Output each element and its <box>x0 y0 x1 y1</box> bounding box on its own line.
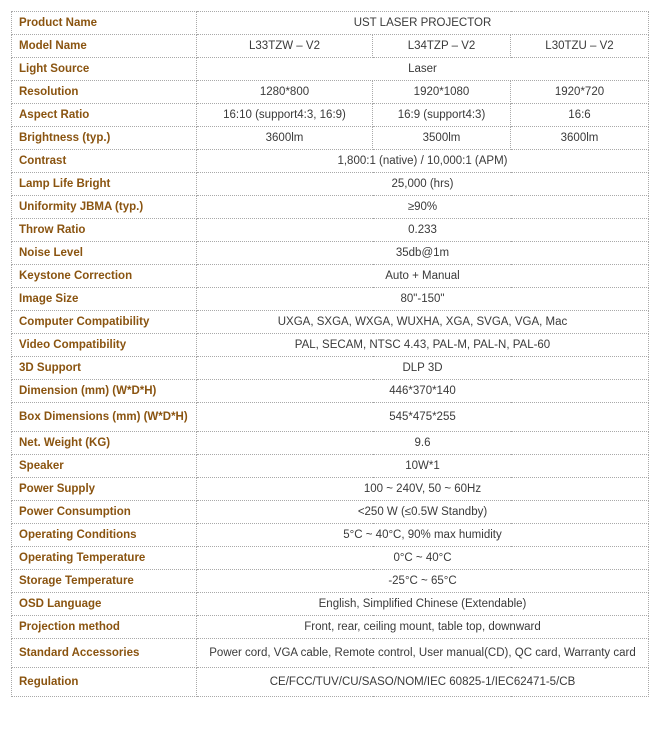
row-value: 35db@1m <box>197 242 649 265</box>
row-value: 10W*1 <box>197 455 649 478</box>
row-label: Computer Compatibility <box>12 311 197 334</box>
row-value: <250 W (≤0.5W Standby) <box>197 501 649 524</box>
row-light-source <box>12 58 649 81</box>
row-projection-method <box>12 616 649 639</box>
row-label: Lamp Life Bright <box>12 173 197 196</box>
row-throw-ratio <box>12 219 649 242</box>
spec-table-body <box>12 12 649 697</box>
row-label: Uniformity JBMA (typ.) <box>12 196 197 219</box>
row-label: Speaker <box>12 455 197 478</box>
row-net-weight <box>12 432 649 455</box>
row-label: Regulation <box>12 668 197 697</box>
row-value-model-3: 1920*720 <box>511 81 649 104</box>
row-label: Power Supply <box>12 478 197 501</box>
row-uniformity <box>12 196 649 219</box>
row-label: Product Name <box>12 12 197 35</box>
row-standard-accessories <box>12 639 649 668</box>
row-operating-temperature <box>12 547 649 570</box>
row-power-supply <box>12 478 649 501</box>
row-value-model-3: 3600lm <box>511 127 649 150</box>
row-3d-support <box>12 357 649 380</box>
row-label: Image Size <box>12 288 197 311</box>
row-power-consumption <box>12 501 649 524</box>
row-value: DLP 3D <box>197 357 649 380</box>
row-label: Power Consumption <box>12 501 197 524</box>
row-value: English, Simplified Chinese (Extendable) <box>197 593 649 616</box>
row-label: 3D Support <box>12 357 197 380</box>
row-value-model-2: 16:9 (support4:3) <box>373 104 511 127</box>
row-value-model-1: 1280*800 <box>197 81 373 104</box>
row-label: Box Dimensions (mm) (W*D*H) <box>12 403 197 432</box>
row-label: Noise Level <box>12 242 197 265</box>
row-label: Light Source <box>12 58 197 81</box>
row-value: 545*475*255 <box>197 403 649 432</box>
row-value: ≥90% <box>197 196 649 219</box>
row-product-name <box>12 12 649 35</box>
row-value: Auto + Manual <box>197 265 649 288</box>
row-lamp-life <box>12 173 649 196</box>
row-label: Brightness (typ.) <box>12 127 197 150</box>
row-operating-conditions <box>12 524 649 547</box>
row-label: Operating Conditions <box>12 524 197 547</box>
row-value: Front, rear, ceiling mount, table top, downward <box>197 616 649 639</box>
row-value: 5°C ~ 40°C, 90% max humidity <box>197 524 649 547</box>
row-value: PAL, SECAM, NTSC 4.43, PAL-M, PAL-N, PAL-60 <box>197 334 649 357</box>
row-value: 1,800:1 (native) / 10,000:1 (APM) <box>197 150 649 173</box>
row-keystone <box>12 265 649 288</box>
row-regulation <box>12 668 649 697</box>
row-label: Aspect Ratio <box>12 104 197 127</box>
row-value: CE/FCC/TUV/CU/SASO/NOM/IEC 60825-1/IEC62471-5/CB <box>197 668 649 697</box>
row-value: Power cord, VGA cable, Remote control, User manual(CD), QC card, Warranty card <box>197 639 649 668</box>
spec-table <box>11 11 649 697</box>
row-label: Standard Accessories <box>12 639 197 668</box>
row-label: Projection method <box>12 616 197 639</box>
row-label: Model Name <box>12 35 197 58</box>
row-value-model-3: L30TZU – V2 <box>511 35 649 58</box>
row-image-size <box>12 288 649 311</box>
row-label: Throw Ratio <box>12 219 197 242</box>
row-value: -25°C ~ 65°C <box>197 570 649 593</box>
row-value: 446*370*140 <box>197 380 649 403</box>
row-label: Storage Temperature <box>12 570 197 593</box>
row-value: UXGA, SXGA, WXGA, WUXHA, XGA, SVGA, VGA, Mac <box>197 311 649 334</box>
row-aspect-ratio <box>12 104 649 127</box>
row-label: Contrast <box>12 150 197 173</box>
row-dimension <box>12 380 649 403</box>
row-noise-level <box>12 242 649 265</box>
row-contrast <box>12 150 649 173</box>
row-video-compatibility <box>12 334 649 357</box>
row-resolution <box>12 81 649 104</box>
row-value: 9.6 <box>197 432 649 455</box>
row-label: Resolution <box>12 81 197 104</box>
row-value-model-2: L34TZP – V2 <box>373 35 511 58</box>
row-value: 0°C ~ 40°C <box>197 547 649 570</box>
row-label: OSD Language <box>12 593 197 616</box>
row-label: Dimension (mm) (W*D*H) <box>12 380 197 403</box>
row-value-model-1: 3600lm <box>197 127 373 150</box>
row-label: Keystone Correction <box>12 265 197 288</box>
row-osd-language <box>12 593 649 616</box>
row-value: UST LASER PROJECTOR <box>197 12 649 35</box>
row-value-model-3: 16:6 <box>511 104 649 127</box>
row-value-model-1: 16:10 (support4:3, 16:9) <box>197 104 373 127</box>
row-label: Video Compatibility <box>12 334 197 357</box>
row-value: 80"-150" <box>197 288 649 311</box>
row-label: Net. Weight (KG) <box>12 432 197 455</box>
row-model-name <box>12 35 649 58</box>
row-label: Operating Temperature <box>12 547 197 570</box>
row-computer-compatibility <box>12 311 649 334</box>
row-value-model-2: 1920*1080 <box>373 81 511 104</box>
row-value: 100 ~ 240V, 50 ~ 60Hz <box>197 478 649 501</box>
row-value: Laser <box>197 58 649 81</box>
row-value: 25,000 (hrs) <box>197 173 649 196</box>
row-speaker <box>12 455 649 478</box>
row-brightness <box>12 127 649 150</box>
row-storage-temperature <box>12 570 649 593</box>
row-value-model-2: 3500lm <box>373 127 511 150</box>
row-value: 0.233 <box>197 219 649 242</box>
row-box-dimensions <box>12 403 649 432</box>
row-value-model-1: L33TZW – V2 <box>197 35 373 58</box>
